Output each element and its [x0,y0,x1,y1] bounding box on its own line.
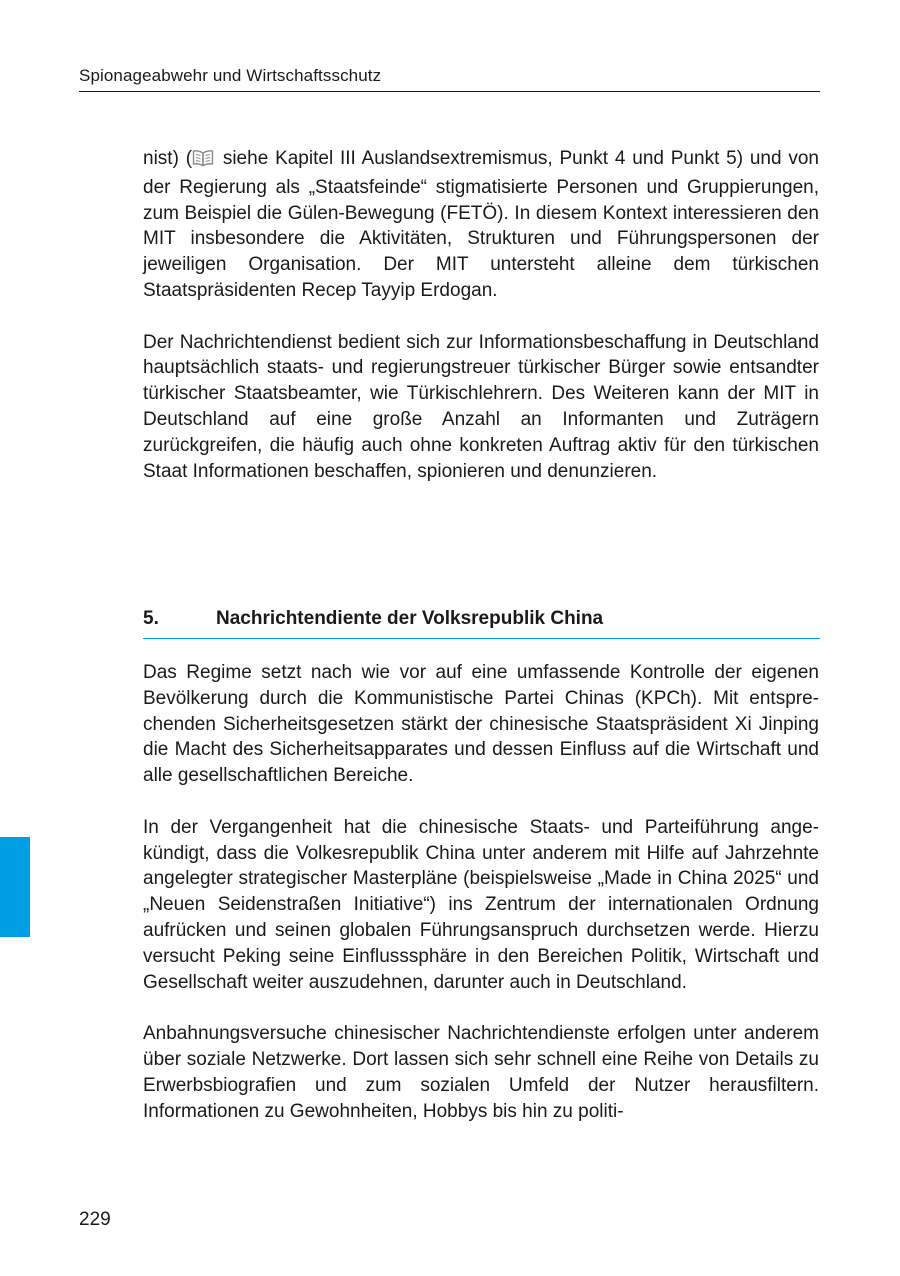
running-header [79,64,820,92]
paragraph-social-networks: Anbahnungsversuche chinesischer Nachrichtendienste erfolgen unter anderem über soziale Netzwerke. Dort lassen sich sehr schnell eine Reihe von Details zu Erwerbsbiografien und zum sozialen Umfeld der Nutzer herausfiltern. Informationen zu Gewohnheiten, Hobbys bis hin zu politi- [143,1023,819,1122]
running-header-title: Spionageabwehr und Wirtschaftsschutz [79,66,382,85]
chapter-side-tab [0,837,30,937]
paragraph-strategic-plans: In der Vergangenheit hat die chinesische Staats- und Parteiführung angekündigt, dass die Volkesrepublik China unter anderem mit Hilfe auf Jahrzehnte angelegter strategischer Masterpläne (beispielsweise „Made in China 2025“ und „Neuen Seidenstraßen Initiative“) ins Zentrum der internationalen Ordnung aufrücken und seinen globalen Führungsanspruch durchsetzen werde. Hierzu versucht Peking seine Einflusssphäre in den Bereichen Politik, Wirtschaft und Gesellschaft weiter auszudehnen, darunter auch in Deutschland. [143,816,819,993]
section-number: 5. [143,608,159,629]
paragraph-start: nist) ( [143,148,193,169]
section-heading [143,605,820,639]
open-book-icon [192,149,214,175]
body-text [143,146,819,484]
section-title: Nachrichtendiente der Volksrepublik China [216,608,604,629]
page-number: 229 [79,1209,111,1230]
paragraph-informants: Der Nachrichtendienst bedient sich zur Informationsbeschaffung in Deutschland hauptsächlich staats- und regierungstreuer türkischer Bürger sowie entsandter türkischer Staatsbeamter, wie Türkischlehrern. Des Weiteren kann der MIT in Deutschland auf eine große Anzahl an Informanten und Zuträgern zurückgreifen, die häufig auch ohne konkreten Auftrag aktiv für den türkischen Staat Informationen beschaffen, spionieren und denunzieren. [143,331,819,482]
paragraph-rest: siehe Kapitel III Auslandsextremismus, Punkt 4 und Punkt 5) und von der Regierung als „Staatsfeinde“ stigmatisierte Personen und Gruppierungen, zum Beispiel die Gülen-Bewegung (FETÖ). In diesem Kontext interessieren den MIT insbesondere die Aktivitäten, Strukturen und Führungspersonen der jeweiligen Organisation. Der MIT untersteht alleine dem türkischen Staatspräsidenten Recep Tayyip Erdogan. [143,148,819,301]
paragraph-regime-control: Das Regime setzt nach wie vor auf eine umfassende Kontrolle der eigenen Bevölkerung durch die Kommunistische Partei Chinas (KPCh). Mit entsprechenden Sicherheitsgesetzen stärkt der chinesische Staatspräsident Xi Jinping die Macht des Sicherheitsapparates und dessen Einfluss auf die Wirtschaft und alle gesellschaftlichen Bereiche. [143,662,819,787]
paragraph-mit-targets [143,146,819,304]
section-body-text [143,660,819,1124]
